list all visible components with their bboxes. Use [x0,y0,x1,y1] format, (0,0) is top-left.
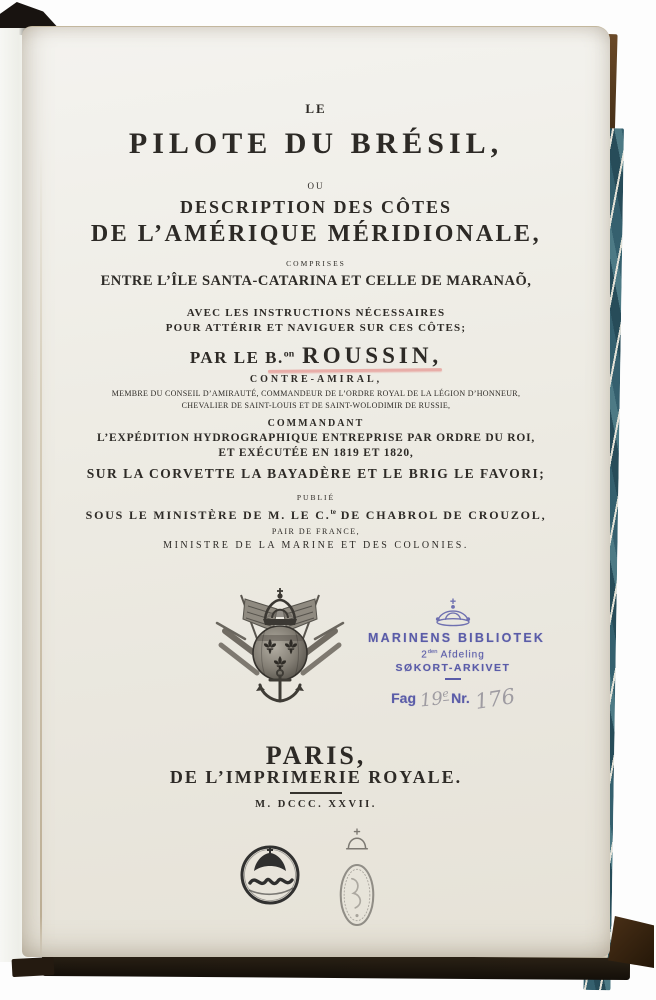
stamp-crown-icon [430,597,476,629]
red-pencil-underline-mark [268,368,442,373]
instructions-line-2: POUR ATTÉRIR ET NAVIGUER SUR CES CÔTES; [165,322,467,334]
stamp-crown-silhouette-icon [254,853,286,871]
nr-handwritten-value: 176 [473,684,517,714]
publie-line: PUBLIÉ [296,493,336,502]
commandant-line: COMMANDANT [267,418,365,429]
expedition-line-1: L’EXPÉDITION HYDROGRAPHIQUE ENTREPRISE PAR ORDRE DU ROI, [96,432,536,444]
minister-title-2: MINISTRE DE LA MARINE ET DES COLONIES. [163,540,469,551]
imprint-printer: DE L’IMPRIMERIE ROYALE. [169,767,463,787]
imprint-year: M. DCCC. XXVII. [255,799,377,810]
cover-board-bottom [42,954,630,980]
title-page-sheet [22,26,610,957]
cover-board-bottom-left [12,957,55,977]
imprint-rule [290,792,342,794]
round-monogram-stamp [238,843,302,907]
book-title: PILOTE DU BRÉSIL, [128,127,504,160]
minister-suffix: DE CHABROL DE CROUZOL, [335,508,547,522]
fag-handwritten-value: 19e [418,687,450,712]
minister-prefix: SOUS LE MINISTÈRE DE M. LE C. [85,508,331,522]
library-stamp [368,597,546,737]
author-superscript: on [283,348,295,360]
gutter-crease [40,147,42,957]
cover-board-bottom-right [608,916,654,968]
stamp-line-archive: SØKORT-ARKIVET [395,662,511,674]
stamp-line-department: $2^{den}$ Afdeling [421,649,485,661]
royal-coat-of-arms [215,585,345,713]
author-name: ROUSSIN, [302,343,443,368]
title-ou: OU [307,181,325,191]
nr-label: Nr. [451,690,470,706]
instructions-line-1: AVEC LES INSTRUCTIONS NÉCESSAIRES [186,307,446,319]
title-article: LE [305,101,327,116]
author-titles-1: MEMBRE DU CONSEIL D’AMIRAUTÉ, COMMANDEUR DE L’ORDRE ROYAL DE LA LÉGION D’HONNEUR, [111,389,521,398]
extent-line: ENTRE L’ÎLE SANTA-CATARINA ET CELLE DE MARANAÕ, [100,273,532,289]
comprises-line: COMPRISES [286,259,346,268]
author-prefix: PAR LE B. [189,348,284,367]
expedition-line-2: ET EXÉCUTÉE EN 1819 ET 1820, [218,447,414,459]
minister-line [38,508,594,523]
subtitle-line-2: DE L’AMÉRIQUE MÉRIDIONALE, [90,221,542,247]
minister-superscript: te [330,508,336,516]
ships-line: SUR LA CORVETTE LA BAYADÈRE ET LE BRIG LE FAVORI; [86,466,546,481]
subtitle-line-1: DESCRIPTION DES CÔTES [179,197,453,217]
stamp-shelfmark-line [368,684,538,714]
stamp-line-library-name: MARINENS BIBLIOTEK [368,631,546,645]
minister-title-1: PAIR DE FRANCE, [271,527,361,536]
author-line [38,343,594,369]
oval-crowned-stamp [333,821,381,945]
author-titles-2: CHEVALIER DE SAINT-LOUIS ET DE SAINT-WOLODIMIR DE RUSSIE, [181,401,451,410]
imprint-city: PARIS, [265,741,367,770]
author-rank: CONTRE-AMIRAL, [249,374,383,385]
stamp-divider-dash [445,678,461,680]
shield [253,626,307,680]
fag-label: Fag [391,690,416,706]
